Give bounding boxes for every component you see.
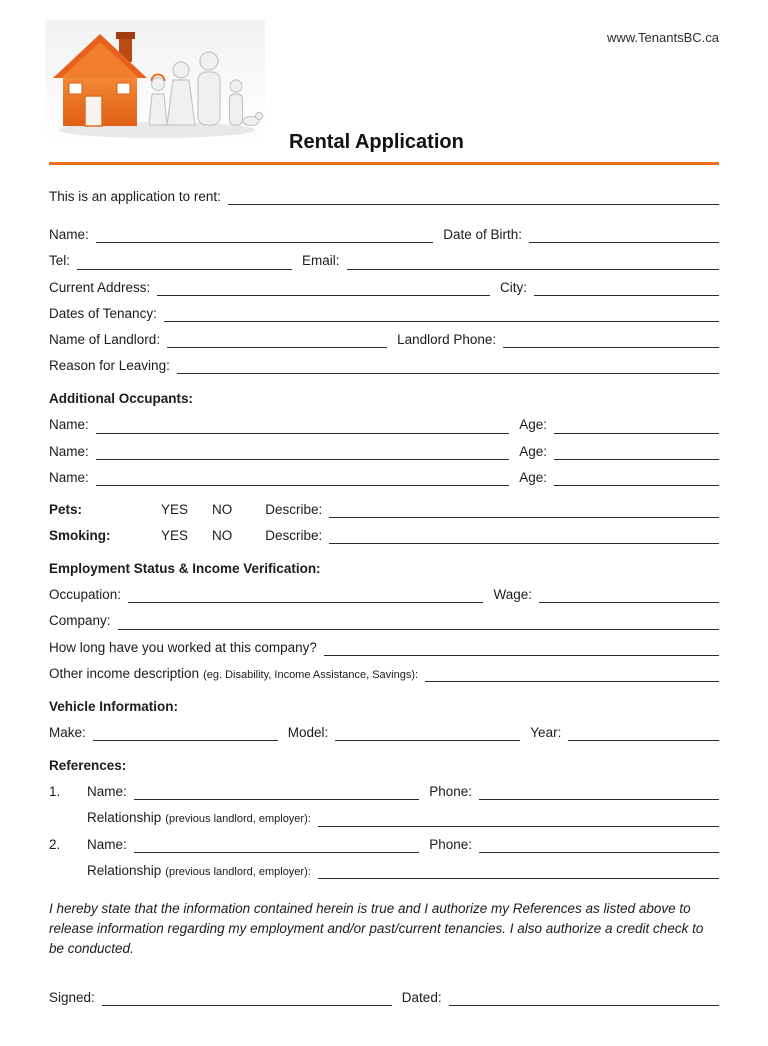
- smoking-yes-option[interactable]: YES: [161, 528, 189, 544]
- reference-1-phone-field[interactable]: [479, 785, 719, 800]
- email-label: Email:: [302, 253, 340, 269]
- occupant-row-1: [49, 417, 719, 433]
- rent-address-row: [49, 189, 719, 205]
- reference-1-row: [49, 784, 719, 800]
- reason-leaving-row: [49, 358, 719, 374]
- accent-divider: [49, 162, 719, 165]
- year-label: Year:: [530, 725, 562, 740]
- company-label: Company:: [49, 613, 111, 629]
- occupant-1-age-field[interactable]: [554, 419, 719, 434]
- vehicle-heading: Vehicle Information:: [49, 699, 179, 714]
- tel-field[interactable]: [77, 255, 292, 270]
- company-row: [49, 613, 719, 629]
- dated-field[interactable]: [449, 991, 719, 1006]
- occupation-label: Occupation:: [49, 587, 122, 603]
- other-income-label: Other income description: [49, 665, 200, 681]
- pets-describe-label: Describe:: [265, 501, 323, 517]
- reference-phone-label: Phone:: [429, 784, 472, 800]
- header: [49, 10, 719, 162]
- current-address-label: Current Address:: [49, 279, 151, 295]
- dob-field[interactable]: [529, 228, 719, 243]
- reference-2-relationship-row: [87, 863, 719, 879]
- occupant-age-label: Age:: [519, 417, 547, 433]
- other-income-field[interactable]: [425, 667, 719, 682]
- reference-1-number: 1.: [49, 784, 61, 800]
- reason-for-leaving-field[interactable]: [177, 359, 719, 374]
- reference-1-relationship-field[interactable]: [318, 812, 719, 827]
- occupant-row-3: [49, 470, 719, 486]
- reference-2-relationship-field[interactable]: [318, 864, 719, 879]
- pets-row: [49, 502, 719, 518]
- dated-label: Dated:: [401, 989, 442, 1005]
- smoking-label: Smoking:: [49, 528, 111, 544]
- references-heading: References:: [49, 758, 127, 774]
- employment-heading: Employment Status & Income Verification:: [49, 561, 321, 577]
- signature-row: [49, 990, 719, 1006]
- occupant-3-name-field[interactable]: [96, 471, 509, 486]
- reference-name-label: Name:: [87, 784, 127, 800]
- website-url: www.TenantsBC.ca: [607, 30, 719, 45]
- reference-name-label: Name:: [87, 836, 127, 852]
- reference-2-name-field[interactable]: [134, 838, 419, 853]
- reference-1-relationship-row: [87, 810, 719, 826]
- model-field[interactable]: [335, 726, 520, 741]
- tenancy-dates-row: [49, 306, 719, 322]
- company-field[interactable]: [118, 615, 719, 630]
- declaration-text: I hereby state that the information contained herein is true and I authorize my References as listed above to release information regarding my employment and/or past/current tenancies. I also authorize a credit check to be conducted.: [49, 900, 704, 957]
- smoking-no-option[interactable]: NO: [212, 528, 233, 544]
- reference-phone-label: Phone:: [429, 836, 472, 852]
- reference-1-name-field[interactable]: [134, 785, 419, 800]
- model-label: Model:: [287, 725, 329, 740]
- name-dob-row: [49, 227, 719, 243]
- email-field[interactable]: [347, 255, 719, 270]
- reason-for-leaving-label: Reason for Leaving:: [49, 358, 170, 374]
- other-income-row: [49, 666, 719, 682]
- address-city-row: [49, 280, 719, 296]
- wage-label: Wage:: [493, 587, 532, 603]
- smoking-describe-field[interactable]: [329, 529, 719, 544]
- dob-label: Date of Birth:: [443, 227, 522, 243]
- rent-address-field[interactable]: [228, 190, 719, 205]
- employment-duration-row: [49, 640, 719, 656]
- smoking-describe-label: Describe:: [265, 528, 323, 544]
- occupation-field[interactable]: [128, 588, 483, 603]
- occupant-2-name-field[interactable]: [96, 445, 509, 460]
- dates-of-tenancy-field[interactable]: [164, 307, 719, 322]
- occupant-name-label: Name:: [49, 443, 89, 459]
- landlord-phone-label: Landlord Phone:: [397, 331, 497, 347]
- landlord-name-field[interactable]: [167, 333, 387, 348]
- house-family-illustration: [45, 20, 265, 142]
- name-field[interactable]: [96, 228, 433, 243]
- smoking-row: [49, 528, 719, 544]
- reference-2-row: [49, 837, 719, 853]
- occupation-wage-row: [49, 587, 719, 603]
- occupant-name-label: Name:: [49, 469, 89, 485]
- employment-duration-field[interactable]: [324, 641, 719, 656]
- pets-yes-option[interactable]: YES: [161, 501, 189, 517]
- pets-describe-field[interactable]: [329, 503, 719, 518]
- landlord-row: [49, 332, 719, 348]
- current-address-field[interactable]: [157, 281, 490, 296]
- employment-duration-label: How long have you worked at this company?: [49, 639, 317, 655]
- tel-email-row: [49, 253, 719, 269]
- occupants-heading: Additional Occupants:: [49, 391, 194, 407]
- vehicle-row: [49, 725, 719, 741]
- reference-2-phone-field[interactable]: [479, 838, 719, 853]
- make-field[interactable]: [93, 726, 278, 741]
- tel-label: Tel:: [49, 253, 71, 269]
- relationship-label: Relationship: [87, 862, 162, 878]
- relationship-note: (previous landlord, employer):: [165, 813, 311, 826]
- landlord-name-label: Name of Landlord:: [49, 331, 161, 347]
- signed-label: Signed:: [49, 989, 95, 1005]
- year-field[interactable]: [568, 726, 719, 741]
- other-income-note: (eg. Disability, Income Assistance, Savings):: [203, 668, 419, 681]
- relationship-label: Relationship: [87, 810, 162, 826]
- occupant-age-label: Age:: [519, 469, 547, 485]
- occupant-name-label: Name:: [49, 417, 89, 433]
- name-label: Name:: [49, 227, 89, 243]
- house-family-logo: [45, 20, 265, 147]
- occupant-1-name-field[interactable]: [96, 419, 509, 434]
- pets-no-option[interactable]: NO: [212, 501, 233, 517]
- occupant-age-label: Age:: [519, 443, 547, 459]
- page-title: Rental Application: [289, 131, 464, 153]
- reference-2-number: 2.: [49, 836, 61, 852]
- relationship-note: (previous landlord, employer):: [165, 865, 311, 878]
- pets-label: Pets:: [49, 501, 83, 517]
- city-field[interactable]: [534, 281, 719, 296]
- signed-field[interactable]: [102, 991, 392, 1006]
- landlord-phone-field[interactable]: [503, 333, 719, 348]
- occupant-2-age-field[interactable]: [554, 445, 719, 460]
- make-label: Make:: [49, 725, 86, 740]
- occupant-3-age-field[interactable]: [554, 471, 719, 486]
- occupant-row-2: [49, 444, 719, 460]
- city-label: City:: [500, 279, 527, 295]
- dates-of-tenancy-label: Dates of Tenancy:: [49, 305, 157, 321]
- wage-field[interactable]: [539, 588, 719, 603]
- rent-address-label: This is an application to rent:: [49, 189, 221, 204]
